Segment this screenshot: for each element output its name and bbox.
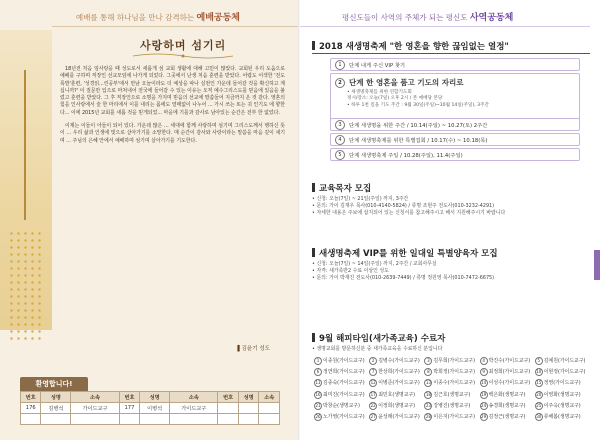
table-cell [259,403,280,414]
graduate-item [535,413,590,421]
graduate-item [424,357,479,365]
graduate-number: 24 [481,402,487,408]
graduate-name: 최민호(생명교구) [378,391,416,398]
graduate-name: 박진수(가이드교구) [488,358,531,364]
graduate-name: 이은지(가이드교구) [433,413,476,420]
step-detail: 정시/장소: 오늘(7일) 오후 2시 / 본 예배당 본당 [347,96,443,102]
festival-section-title: 2018 새생명축제 "한 영혼을 향한 끊임없는 열정" [312,40,509,52]
step-text: 단계 새생명축제를 위한 특별집회 / 10.17(수) ~ 10.18(목) [349,137,488,144]
decorative-side-image [0,30,52,330]
section-rule [312,53,590,54]
col-header: 소속 [170,392,218,403]
step-text: 단계 새생명을 위한 주간 / 10.14(주일) ~ 10.27(토) 2주간 [349,122,488,129]
step-detail: • 하루 1천 킬을 기도 주간 : 9월 30일(주일)~10월 14일(주일), 3주간 [347,102,489,108]
graduate-number: 17 [370,391,376,397]
title-flourish [128,52,238,60]
step-number: 3 [335,120,345,130]
table-cell: 가이드교구 [71,403,119,414]
graduate-item [314,368,369,376]
graduate-number: 27 [370,413,376,419]
graduate-number: 25 [536,402,542,408]
mentor-recruit-title: 새생명축제 VIP를 위한 일대일 특별양육자 모집 [312,247,498,259]
col-header: 성명 [41,392,71,403]
graduate-item [424,402,479,410]
table-cell [238,403,258,414]
graduate-name: 박창순(생명교구) [323,402,360,409]
graduate-name: 김종숙(가이드교구) [323,380,365,387]
col-header: 번호 [21,392,41,403]
graduate-number: 19 [481,391,487,397]
graduates-intro: • 생명교회를 방문하신분 중 새가족교육을 수료하신 분입니다 [312,346,443,352]
step-number: 2 [335,78,345,88]
graduates-title: 9월 해피타임(새가족교육) 수료자 [312,332,445,344]
festival-step-2 [330,73,580,121]
graduate-name: 노가영(가이드교구) [323,413,365,420]
graduate-number: 26 [315,413,321,419]
right-header-title: 사역공동체 [469,13,514,23]
graduate-number: 20 [536,391,542,397]
graduate-number: 4 [480,357,488,365]
step-title: 단계 한 영혼을 품고 기도의 자리로 [349,78,464,87]
welcome-label: 환영합니다! [20,377,88,391]
step-text: 단계 내게 주신 VIP 찾기 [349,62,406,69]
section-bar-icon [312,248,315,257]
graduate-item [369,402,424,410]
graduate-name: 이종수(가이드교구) [433,380,476,387]
graduate-name: 한상희(가이드교구) [378,369,420,376]
festival-step-4 [330,133,580,146]
table-row [21,414,280,425]
graduate-item [424,391,479,399]
graduate-name: 백은화(생명교구) [488,391,526,398]
graduate-number: 21 [315,402,321,408]
graduate-item [314,357,369,365]
graduate-name: 김무희(가이드교구) [433,358,476,364]
graduate-name: 이주옥(생명교구) [543,402,581,409]
graduate-item [535,402,590,410]
graduate-item [535,357,590,365]
graduate-number: 5 [535,357,543,365]
table-cell: 177 [119,403,139,414]
graduate-item [535,391,590,399]
col-header: 번호 [218,392,238,403]
left-header-title: 예배공동체 [196,13,240,23]
graduate-name: 이영화(생명교구) [543,391,581,398]
festival-step-1 [330,58,580,71]
graduate-item [424,379,479,387]
graduate-name: 윤성래(가이드교구) [378,413,420,420]
info-line: • 신청: 오늘(7일) ~ 21일(주일) 까지, 3주간 [312,196,409,202]
section-bar-icon [312,41,315,50]
graduate-item [535,379,590,387]
testimony-article [60,66,285,151]
graduate-name: 강병진(생명교구) [433,402,471,409]
article-author: ▌김윤기 성도 [237,346,270,352]
graduate-number: 7 [369,368,377,376]
info-line: • 신청: 오늘(7일) ~ 14일(주일) 까지, 2주간 / 교회사무실 [312,261,437,267]
graduate-item [480,402,535,410]
graduate-number: 22 [370,402,376,408]
graduate-item [314,391,369,399]
right-header-prefix: 평신도들이 사역의 주체가 되는 평신도 [342,13,468,22]
info-line: • 문의: 가이 김재우 목사(010-4140-5824) / 류명 조현주 전도사(010-3232-4291) [312,203,495,209]
graduate-number: 16 [315,391,321,397]
graduates-list [314,357,590,421]
col-header: 소속 [71,392,119,403]
graduate-item [314,379,369,387]
graduate-name: 이정희(생명교구) [378,402,416,409]
graduate-item [369,368,424,376]
info-line: • 문의: 가이 박재진 전도사(010-2639-7449) / 류명 정원영 목사(010-7472-6675) [312,275,495,281]
graduate-name: 최정희(가이드교구) [488,369,531,376]
graduate-number: 9 [480,368,488,376]
step-number: 4 [335,135,345,145]
graduate-number: 15 [536,380,542,386]
graduate-item [369,413,424,421]
right-header [342,10,513,23]
graduate-number: 3 [424,357,432,365]
festival-step-5 [330,148,580,161]
graduate-number: 11 [315,380,321,386]
graduate-item [424,368,479,376]
table-cell: 가이드교구 [170,403,218,414]
step-number: 5 [335,150,345,160]
table-cell: 이병석 [140,403,170,414]
right-page [300,0,600,440]
graduate-item [314,413,369,421]
graduate-name: 송경희(생명교구) [488,402,526,409]
graduate-number: 6 [314,368,322,376]
graduate-number: 8 [424,368,432,376]
edge-tab-decoration [594,250,600,280]
graduate-name: 김예원(가이드교구) [543,358,586,364]
graduate-number: 2 [369,357,377,365]
graduate-item [480,368,535,376]
graduate-name: 김병수(가이드교구) [378,358,420,364]
article-title: 사랑하며 섬기리 [140,39,227,52]
info-line: • 자세한 내용은 주보에 삽지되어 있는 신청서를 참고해주시고 해서 지원해주시기 바랍니다 [312,210,506,216]
graduate-name: 정영(가이드교구) [543,380,581,387]
graduate-item [424,413,479,421]
graduate-number: 29 [481,413,487,419]
col-header: 소속 [259,392,280,403]
dot-pattern-decoration [8,230,44,340]
graduate-number: 30 [536,413,542,419]
graduate-name: 박희정(가이드교구) [433,369,476,376]
festival-step-3 [330,118,580,131]
graduate-name: 김정근(생명교구) [488,413,526,420]
graduate-name: 이종원(가이드교구) [323,358,365,364]
table-cell: 김병석 [41,403,71,414]
new-members-table [20,391,280,425]
graduate-name: 이현정(가이드교구) [543,369,586,376]
section-bar-icon [312,183,315,192]
graduate-item [480,391,535,399]
col-header: 성명 [238,392,258,403]
table-header-row [21,392,280,403]
left-header [76,10,240,23]
graduate-name: 정연희(가이드교구) [323,369,365,376]
step-text: 단계 새생명축제 주일 / 10.28(주일), 11.4(주일) [349,152,463,159]
stem-decoration [24,70,26,220]
graduate-number: 28 [425,413,431,419]
right-header-rule [300,26,590,27]
graduate-number: 23 [425,402,431,408]
graduate-item [369,379,424,387]
article-paragraph: 이제는 이들이 아들이 되어 있다. 가운데 많은 ... 세대에 함께 사랑하며 섬기며 그리스도께서 행하신 뜻이 ... 우리 삶과 인생에 빛으로 살아가기를 소망한다. 매 순간이 감사와 사랑이라는 말씀을 마음 깊이 새기며 ... 주님의 은혜 안에서 예배하며 섬기며 살아가기를 기도한다. [60,123,285,144]
graduate-number: 12 [370,380,376,386]
graduate-item [480,413,535,421]
graduate-name: 류해봄(생명교구) [543,413,581,420]
graduate-name: 최미진(가이드교구) [323,391,365,398]
info-line: • 자격: 새가족반2 수료 이상인 성도 [312,268,389,274]
mentor-recruit-info [312,261,587,282]
table-cell: 176 [21,403,41,414]
section-bar-icon [312,333,315,342]
graduate-item [369,357,424,365]
left-header-prefix: 예배를 통해 하나님을 만나 감격하는 [75,13,195,22]
col-header: 성명 [140,392,170,403]
step-detail: • 새생명축제를 위한 연합기도회 [347,90,412,95]
article-paragraph: 18년전 처음 임사랑을 때 성도로서 새롭게 섬 교회 생활에 대해 고민이 많았다. 교회된 우리 도움으로 예배를 구하며 직장인 선교모임에 나가게 되었다. 그곳에서 난생 처음 훈련을 받았다. 어렵도 어색한 '전도폭발'훈련, '성경읽...린공부'에서 만남 오늘이라도 더 예상을 따나 실천인 가운데 들어갈 것을 확신하고 계십니까?' 이 질문만 입으로 마쳐내어 전국에 들어갈 수 있는 이유는 오직 예수그리스도를 믿음에 있음을 불렀고 훈련을 받았다. 그 후 직장인으로 소명을 가지며 믿음의 선교에 말씀들어 지금까지 온 것 같다. 영혼의 힘을 인사랑에서 술 한 마리에서 이를 내리는 몸에도 열매없이 나누어 ... 가시 쓰는 또는 귀 인기도 에 향한다... 이에 2015년 교회를 새롭 것을 믿게되었... 마을에 기를과 감사로 남아있는 순간은 전부 한 없었다. [60,66,285,116]
teacher-recruit-title: 교육목자 모집 [312,182,371,194]
graduate-item [369,391,424,399]
teacher-recruit-info [312,196,587,217]
graduate-name: 이병준(가이드교구) [378,380,420,387]
graduate-number: 18 [425,391,431,397]
graduate-number: 10 [536,369,542,375]
col-header: 번호 [119,392,139,403]
graduate-number: 13 [425,380,431,386]
table-cell [218,403,238,414]
graduate-item [314,402,369,410]
graduate-number: 1 [314,357,322,365]
table-row [21,403,280,414]
step-number: 1 [335,60,345,70]
graduate-name: 이성수(가이드교구) [488,380,531,387]
graduate-item [480,357,535,365]
left-header-rule [52,26,300,27]
graduate-name: 김근호(생명교구) [433,391,471,398]
graduate-item [480,379,535,387]
graduate-item [535,368,590,376]
graduate-number: 14 [481,380,487,386]
